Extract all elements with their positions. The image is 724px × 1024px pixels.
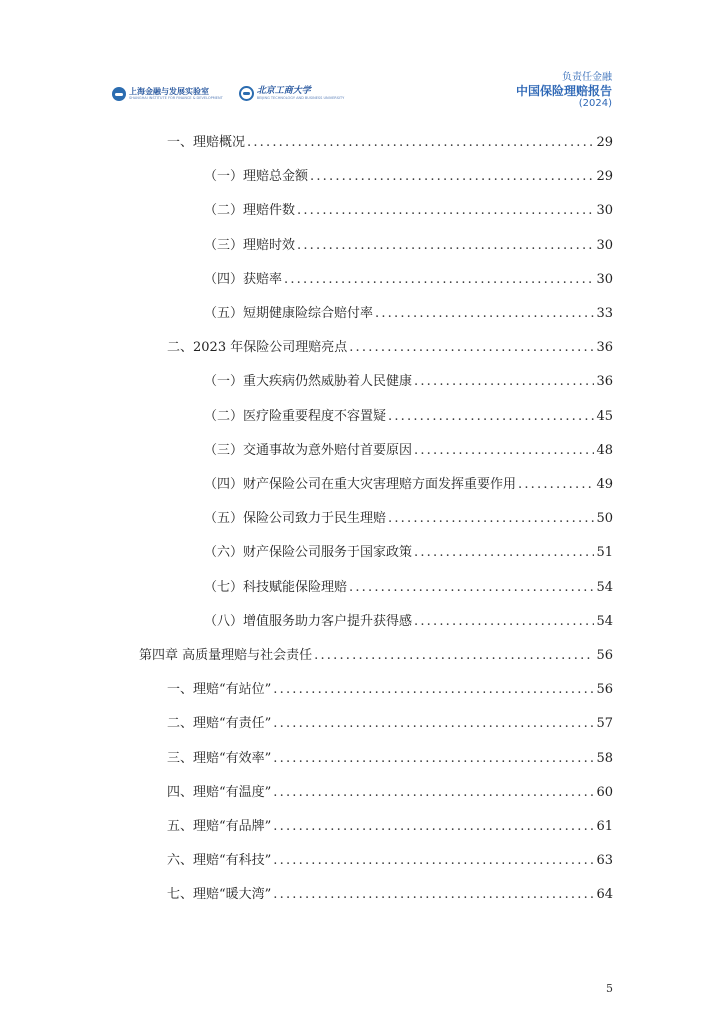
toc-entry-page: 61 (596, 819, 613, 834)
toc-entry[interactable] (204, 237, 613, 255)
btbu-logo-icon (239, 86, 254, 101)
toc-leader-dots (314, 647, 594, 665)
toc-entry[interactable] (204, 202, 613, 220)
toc-leader-dots (273, 715, 594, 733)
toc-entry-page: 36 (596, 374, 613, 390)
toc-entry-label: （一）理赔总金额 (204, 169, 309, 185)
btbu-logo-name: 北京工商大学 (256, 86, 311, 96)
toc-entry-label: （六）财产保险公司服务于国家政策 (204, 545, 413, 561)
toc-entry-page: 51 (596, 545, 613, 561)
toc-entry[interactable] (204, 544, 613, 562)
toc-entry-label: （二）医疗险重要程度不容置疑 (204, 408, 387, 424)
toc-entry[interactable] (167, 886, 613, 904)
toc-entry-page: 54 (596, 613, 613, 629)
toc-leader-dots (273, 681, 594, 699)
btbu-logo (239, 86, 345, 101)
toc-entry[interactable] (167, 339, 613, 357)
page-header (0, 0, 724, 120)
toc-entry-page: 29 (596, 169, 613, 185)
toc-entry-label: 七、理赔“暖大湾” (167, 887, 272, 903)
toc-entry[interactable] (204, 442, 613, 460)
report-title-line3: (2024) (578, 98, 612, 109)
toc-entry[interactable] (167, 681, 613, 699)
toc-entry-label: 第四章 高质量理赔与社会责任 (139, 648, 313, 663)
toc-entry-label: 二、2023 年保险公司理赔亮点 (167, 340, 348, 356)
toc-entry[interactable] (204, 613, 613, 631)
toc-entry-page: 60 (596, 784, 613, 800)
toc-entry-page: 58 (596, 750, 613, 766)
toc-entry-label: （三）交通事故为意外赔付首要原因 (204, 442, 413, 458)
toc-entry[interactable] (167, 784, 613, 802)
toc-entry-page: 49 (596, 477, 613, 492)
toc-entry-label: （四）财产保险公司在重大灾害理赔方面发挥重要作用 (204, 477, 517, 492)
toc-entry-page: 29 (596, 135, 613, 150)
toc-entry-label: 三、理赔“有效率” (167, 750, 272, 766)
toc-entry-page: 56 (596, 682, 613, 698)
toc-entry-page: 64 (596, 887, 613, 903)
toc-entry-label: （五）保险公司致力于民生理赔 (204, 511, 387, 527)
toc-entry-label: （五）短期健康险综合赔付率 (204, 306, 374, 321)
toc-entry[interactable] (167, 818, 613, 836)
toc-entry[interactable] (167, 750, 613, 768)
toc-leader-dots (284, 271, 594, 289)
toc-entry[interactable] (204, 305, 613, 323)
toc-leader-dots (310, 168, 594, 186)
toc-leader-dots (518, 476, 594, 494)
toc-entry[interactable] (204, 579, 613, 597)
toc-leader-dots (349, 339, 594, 357)
toc-entry-label: 五、理赔“有品牌” (167, 819, 272, 834)
toc-entry-page: 30 (596, 237, 613, 253)
report-title-line1: 负责任金融 (562, 72, 612, 83)
toc-entry[interactable] (167, 134, 613, 152)
toc-entry-page: 36 (596, 340, 613, 356)
report-title-line2: 中国保险理赔报告 (515, 84, 612, 98)
toc-leader-dots (388, 510, 594, 528)
toc-leader-dots (414, 373, 594, 391)
sifd-logo-icon (112, 87, 126, 101)
sifd-logo (112, 87, 223, 101)
toc-leader-dots (414, 442, 594, 460)
toc-entry-label: 六、理赔“有科技” (167, 853, 272, 869)
toc-leader-dots (414, 613, 594, 631)
toc-leader-dots (247, 134, 594, 152)
toc-leader-dots (349, 579, 594, 597)
toc-entry[interactable] (204, 168, 613, 186)
toc-entry-page: 56 (596, 648, 613, 663)
toc-entry-page: 33 (596, 306, 613, 321)
toc-entry-label: （二）理赔件数 (204, 203, 296, 219)
toc-entry-label: （七）科技赋能保险理赔 (204, 579, 348, 595)
toc-leader-dots (273, 750, 594, 768)
toc-entry[interactable] (167, 715, 613, 733)
page-number: 5 (606, 982, 613, 995)
toc-entry-label: （四）获赔率 (204, 271, 283, 287)
toc-entry-label: 四、理赔“有温度” (167, 784, 272, 800)
toc-leader-dots (388, 408, 594, 426)
toc-leader-dots (297, 202, 594, 220)
toc-entry[interactable] (204, 408, 613, 426)
toc-entry[interactable] (204, 373, 613, 391)
toc-entry-page: 54 (596, 579, 613, 595)
sifd-logo-subtitle: SHANGHAI INSTITUTE FOR FINANCE & DEVELOPMENT (129, 96, 223, 100)
toc-leader-dots (273, 852, 594, 870)
toc-entry-page: 30 (596, 203, 613, 219)
toc-leader-dots (273, 784, 594, 802)
toc-leader-dots (375, 305, 594, 323)
report-title (516, 72, 612, 110)
sifd-logo-name: 上海金融与发展实验室 (129, 87, 209, 96)
btbu-logo-subtitle: BEIJING TECHNOLOGY AND BUSINESS UNIVERSITY (256, 96, 345, 100)
toc-entry[interactable] (167, 852, 613, 870)
toc-entry-page: 48 (596, 442, 613, 458)
toc-leader-dots (273, 886, 594, 904)
toc-entry-label: （一）重大疾病仍然威胁着人民健康 (204, 374, 413, 390)
toc-leader-dots (414, 544, 594, 562)
toc-leader-dots (273, 818, 594, 836)
toc-entry[interactable] (204, 510, 613, 528)
toc-entry[interactable] (139, 647, 613, 665)
toc-entry-label: （八）增值服务助力客户提升获得感 (204, 613, 413, 629)
toc-entry[interactable] (204, 476, 613, 494)
toc-entry-label: 一、理赔概况 (167, 135, 246, 150)
toc-entry-page: 57 (596, 716, 613, 732)
toc-entry-label: 一、理赔“有站位” (167, 682, 272, 698)
toc-entry-page: 45 (596, 408, 613, 424)
toc-entry-page: 50 (596, 511, 613, 527)
toc-entry-page: 30 (596, 271, 613, 287)
toc-entry-page: 63 (596, 853, 613, 869)
toc-entry[interactable] (204, 271, 613, 289)
logo-group (112, 86, 360, 101)
toc-entry-label: 二、理赔“有责任” (167, 716, 272, 732)
toc-entry-label: （三）理赔时效 (204, 237, 296, 253)
toc-leader-dots (297, 237, 594, 255)
